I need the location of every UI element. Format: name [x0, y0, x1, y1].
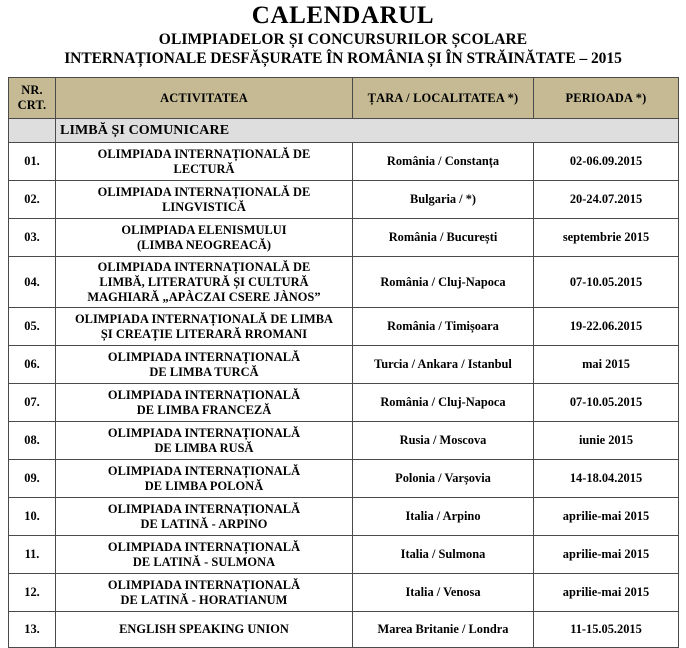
calendar-table — [8, 77, 679, 648]
row-activity-line: OLIMPIADA INTERNAȚIONALĂ DE — [97, 184, 311, 199]
table-row — [9, 143, 679, 181]
row-activity-line: DE LIMBA POLONĂ — [144, 478, 264, 493]
row-activity — [56, 219, 353, 257]
table-header-row — [9, 78, 679, 119]
row-period: aprilie-mai 2015 — [534, 574, 679, 612]
row-activity — [56, 143, 353, 181]
row-activity-line: OLIMPIADA INTERNAȚIONALĂ — [107, 387, 301, 402]
section-header-row — [9, 119, 679, 143]
column-header-nr — [9, 78, 56, 119]
title-block — [0, 0, 686, 68]
row-country-locality: România / Timișoara — [353, 308, 534, 346]
row-country-locality: România / Cluj-Napoca — [353, 384, 534, 422]
table-row — [9, 536, 679, 574]
row-activity-line: OLIMPIADA INTERNAȚIONALĂ — [107, 349, 301, 364]
page-subtitle-line-1: OLIMPIADELOR ȘI CONCURSURILOR ȘCOLARE — [158, 31, 528, 48]
row-activity-line: DE LIMBA FRANCEZĂ — [136, 402, 272, 417]
row-activity-line: LIMBĂ, LITERATURĂ ȘI CULTURĂ — [99, 274, 309, 289]
row-activity-line: OLIMPIADA INTERNAȚIONALĂ DE — [97, 259, 311, 274]
row-activity — [56, 181, 353, 219]
row-activity-line: OLIMPIADA ELENISMULUI — [121, 222, 287, 237]
row-country-locality: Italia / Sulmona — [353, 536, 534, 574]
row-country-locality: Italia / Arpino — [353, 498, 534, 536]
section-header-label: LIMBĂ ȘI COMUNICARE — [56, 119, 679, 143]
row-activity — [56, 308, 353, 346]
row-activity-line: OLIMPIADA INTERNAȚIONALĂ — [107, 539, 301, 554]
row-activity-line: (LIMBA NEOGREACĂ) — [136, 237, 272, 252]
row-period: 19-22.06.2015 — [534, 308, 679, 346]
row-country-locality: Bulgaria / *) — [353, 181, 534, 219]
row-country-locality: România / Cluj-Napoca — [353, 257, 534, 308]
row-number: 08. — [9, 422, 56, 460]
column-header-perioada — [534, 78, 679, 119]
row-activity-line: OLIMPIADA INTERNAȚIONALĂ — [107, 463, 301, 478]
table-row — [9, 308, 679, 346]
row-period: 11-15.05.2015 — [534, 612, 679, 648]
row-activity — [56, 536, 353, 574]
row-period: 02-06.09.2015 — [534, 143, 679, 181]
row-period: mai 2015 — [534, 346, 679, 384]
row-activity-line: OLIMPIADA INTERNAȚIONALĂ DE LIMBA — [74, 311, 334, 326]
table-row — [9, 257, 679, 308]
row-activity — [56, 384, 353, 422]
row-activity — [56, 422, 353, 460]
row-activity-line: LECTURĂ — [173, 161, 235, 176]
row-activity-line: OLIMPIADA INTERNAȚIONALĂ — [107, 577, 301, 592]
row-period: aprilie-mai 2015 — [534, 498, 679, 536]
table-row — [9, 612, 679, 648]
row-country-locality: România / Constanța — [353, 143, 534, 181]
column-header-perioada-line1: PERIOADA *) — [565, 90, 647, 105]
row-country-locality: Turcia / Ankara / Istanbul — [353, 346, 534, 384]
column-header-tara-line2: LOCALITATEA *) — [413, 90, 519, 105]
table-row — [9, 219, 679, 257]
row-number: 13. — [9, 612, 56, 648]
row-activity-line: LINGVISTICĂ — [162, 199, 246, 214]
row-country-locality: Polonia / Varșovia — [353, 460, 534, 498]
column-header-tara — [353, 78, 534, 119]
row-activity — [56, 460, 353, 498]
row-activity — [56, 498, 353, 536]
row-activity-line: MAGHIARĂ „APÀCZAI CSERE JÀNOS” — [87, 289, 321, 304]
row-activity-line: OLIMPIADA INTERNAȚIONALĂ — [107, 501, 301, 516]
row-number: 07. — [9, 384, 56, 422]
page-subtitle-line-2: INTERNAȚIONALE DESFĂȘURATE ÎN ROMÂNIA ȘI ÎN STRĂINĂTATE – 2015 — [64, 50, 622, 67]
table-row — [9, 384, 679, 422]
row-number: 02. — [9, 181, 56, 219]
row-activity-line: DE LIMBA RUSĂ — [154, 440, 254, 455]
table-row — [9, 346, 679, 384]
row-period: septembrie 2015 — [534, 219, 679, 257]
row-activity-line: DE LATINĂ - ARPINO — [140, 516, 268, 531]
row-activity-line: ENGLISH SPEAKING UNION — [119, 622, 289, 636]
calendar-table-container — [8, 77, 678, 648]
row-activity-line: OLIMPIADA INTERNAȚIONALĂ DE — [97, 146, 311, 161]
row-number: 10. — [9, 498, 56, 536]
column-header-tara-line1: ȚARA / — [367, 90, 410, 105]
row-number: 12. — [9, 574, 56, 612]
row-activity-line: OLIMPIADA INTERNAȚIONALĂ — [107, 425, 301, 440]
row-country-locality: Marea Britanie / Londra — [353, 612, 534, 648]
table-row — [9, 422, 679, 460]
row-period: 14-18.04.2015 — [534, 460, 679, 498]
row-activity-line: ȘI CREAȚIE LITERARĂ RROMANI — [100, 326, 308, 341]
row-country-locality: România / București — [353, 219, 534, 257]
row-activity-line: DE LIMBA TURCĂ — [149, 364, 259, 379]
table-row — [9, 574, 679, 612]
row-period: aprilie-mai 2015 — [534, 536, 679, 574]
row-activity-line: DE LATINĂ - SULMONA — [132, 554, 276, 569]
row-period: 20-24.07.2015 — [534, 181, 679, 219]
row-number: 01. — [9, 143, 56, 181]
table-row — [9, 181, 679, 219]
section-header-spacer — [9, 119, 56, 143]
row-activity — [56, 257, 353, 308]
table-row — [9, 460, 679, 498]
row-period: 07-10.05.2015 — [534, 384, 679, 422]
row-number: 05. — [9, 308, 56, 346]
table-header — [9, 78, 679, 119]
row-country-locality: Italia / Venosa — [353, 574, 534, 612]
table-body — [9, 119, 679, 648]
row-country-locality: Rusia / Moscova — [353, 422, 534, 460]
row-number: 04. — [9, 257, 56, 308]
row-number: 11. — [9, 536, 56, 574]
row-activity — [56, 574, 353, 612]
row-activity — [56, 346, 353, 384]
row-activity — [56, 612, 353, 648]
row-period: iunie 2015 — [534, 422, 679, 460]
page-title: CALENDARUL — [251, 2, 435, 29]
table-row — [9, 498, 679, 536]
column-header-nr-line2: CRT. — [17, 98, 47, 112]
row-period: 07-10.05.2015 — [534, 257, 679, 308]
column-header-activitatea — [56, 78, 353, 119]
row-number: 03. — [9, 219, 56, 257]
row-number: 09. — [9, 460, 56, 498]
column-header-activitatea-line1: ACTIVITATEA — [160, 90, 248, 105]
row-number: 06. — [9, 346, 56, 384]
column-header-nr-line1: NR. — [21, 83, 43, 97]
row-activity-line: DE LATINĂ - HORATIANUM — [120, 592, 288, 607]
